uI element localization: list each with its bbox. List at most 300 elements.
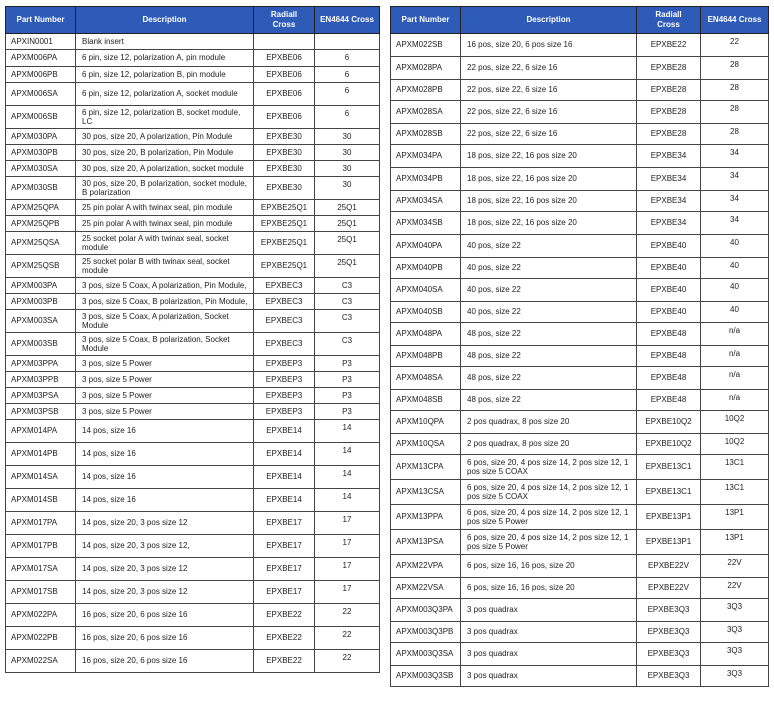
en4644-cross-cell: 3Q3 xyxy=(701,599,769,622)
description-cell: 2 pos quadrax, 8 pos size 20 xyxy=(461,411,637,434)
description-cell: 18 pos, size 22, 16 pos size 20 xyxy=(461,145,637,168)
en4644-cross-cell: P3 xyxy=(315,404,380,420)
table-row xyxy=(6,581,380,604)
part-number-cell: APXM014SA xyxy=(6,466,76,489)
description-cell: 3 pos, size 5 Coax, B polarization, Socket Module xyxy=(76,333,254,356)
en4644-cross-cell: 17 xyxy=(315,581,380,604)
description-cell: 16 pos, size 20, 6 pos size 16 xyxy=(461,34,637,57)
table-row xyxy=(6,294,380,310)
description-cell: 48 pos, size 22 xyxy=(461,367,637,390)
table-row xyxy=(391,279,769,302)
en4644-cross-cell: 14 xyxy=(315,489,380,512)
table-row xyxy=(391,599,769,622)
table-row xyxy=(6,356,380,372)
radiall-cross-cell: EPXBEP3 xyxy=(254,388,315,404)
en4644-cross-cell: 13C1 xyxy=(701,480,769,505)
en4644-cross-cell: 22 xyxy=(315,627,380,650)
radiall-cross-cell: EPXBE13C1 xyxy=(637,455,701,480)
en4644-cross-cell: P3 xyxy=(315,388,380,404)
part-number-cell: APXM014SB xyxy=(6,489,76,512)
description-cell: 6 pin, size 12, polarization A, pin module xyxy=(76,50,254,67)
en4644-cross-cell: 28 xyxy=(701,101,769,124)
en4644-cross-cell: 14 xyxy=(315,466,380,489)
table-row xyxy=(391,666,769,687)
radiall-cross-cell: EPXBE06 xyxy=(254,67,315,83)
radiall-cross-cell: EPXBE06 xyxy=(254,83,315,106)
radiall-cross-cell: EPXBE34 xyxy=(637,145,701,168)
table-row xyxy=(391,258,769,279)
radiall-cross-cell: EPXBEC3 xyxy=(254,310,315,333)
description-cell: 14 pos, size 20, 3 pos size 12 xyxy=(76,558,254,581)
part-number-cell: APXM034SB xyxy=(391,212,461,235)
radiall-cross-cell: EPXBE17 xyxy=(254,535,315,558)
en4644-cross-cell: n/a xyxy=(701,367,769,390)
part-number-cell: APXM022PA xyxy=(6,604,76,627)
part-number-cell: APXM03PPA xyxy=(6,356,76,372)
part-number-cell: APXM028SA xyxy=(391,101,461,124)
table-row xyxy=(6,129,380,145)
description-cell: 40 pos, size 22 xyxy=(461,279,637,302)
radiall-cross-cell: EPXBE14 xyxy=(254,489,315,512)
radiall-cross-cell: EPXBE22V xyxy=(637,555,701,578)
table-row xyxy=(391,212,769,235)
en4644-cross-cell: 34 xyxy=(701,212,769,235)
en4644-cross-cell: 34 xyxy=(701,191,769,212)
table-row xyxy=(6,489,380,512)
table-row xyxy=(6,200,380,216)
description-cell: 6 pin, size 12, polarization A, socket module xyxy=(76,83,254,106)
header-radiall-cross: Radiall Cross xyxy=(254,7,315,34)
radiall-cross-cell: EPXBE34 xyxy=(637,168,701,191)
part-number-cell: APXM003SB xyxy=(6,333,76,356)
en4644-cross-cell: 10Q2 xyxy=(701,411,769,434)
en4644-cross-cell: 22V xyxy=(701,578,769,599)
description-cell: 40 pos, size 22 xyxy=(461,235,637,258)
description-cell: 14 pos, size 20, 3 pos size 12 xyxy=(76,512,254,535)
table-row xyxy=(6,420,380,443)
table-row xyxy=(6,34,380,50)
en4644-cross-cell: 6 xyxy=(315,50,380,67)
radiall-cross-cell: EPXBE14 xyxy=(254,443,315,466)
description-cell: 3 pos, size 5 Power xyxy=(76,372,254,388)
part-number-cell: APXM028PA xyxy=(391,57,461,80)
description-cell: 6 pos, size 20, 4 pos size 14, 2 pos size 12, 1 pos size 5 Power xyxy=(461,530,637,555)
en4644-cross-cell: n/a xyxy=(701,346,769,367)
en4644-cross-cell: 28 xyxy=(701,124,769,145)
table-row xyxy=(391,323,769,346)
description-cell: 3 pos, size 5 Coax, B polarization, Pin Module, xyxy=(76,294,254,310)
part-number-cell: APXM003Q3SB xyxy=(391,666,461,687)
part-number-cell: APXM006PB xyxy=(6,67,76,83)
radiall-cross-cell: EPXBE22 xyxy=(637,34,701,57)
table-row xyxy=(6,558,380,581)
part-number-cell: APXM03PPB xyxy=(6,372,76,388)
part-number-cell: APXM040SA xyxy=(391,279,461,302)
en4644-cross-cell: 6 xyxy=(315,67,380,83)
radiall-cross-cell: EPXBE25Q1 xyxy=(254,216,315,232)
radiall-cross-cell: EPXBE13P1 xyxy=(637,530,701,555)
radiall-cross-cell: EPXBEP3 xyxy=(254,404,315,420)
part-number-cell: APXM25QSB xyxy=(6,255,76,278)
table-row xyxy=(391,578,769,599)
table-row xyxy=(6,216,380,232)
description-cell: 16 pos, size 20, 6 pos size 16 xyxy=(76,650,254,673)
part-number-cell: APXM006SA xyxy=(6,83,76,106)
radiall-cross-cell: EPXBE48 xyxy=(637,390,701,411)
left-parts-table xyxy=(5,6,380,673)
description-cell: 3 pos quadrax xyxy=(461,666,637,687)
part-number-cell: APXM13CSA xyxy=(391,480,461,505)
en4644-cross-cell: C3 xyxy=(315,310,380,333)
radiall-cross-cell: EPXBE48 xyxy=(637,346,701,367)
table-row xyxy=(391,124,769,145)
radiall-cross-cell: EPXBE34 xyxy=(637,212,701,235)
en4644-cross-cell: 3Q3 xyxy=(701,643,769,666)
table-row xyxy=(391,34,769,57)
part-number-cell: APXM003Q3PB xyxy=(391,622,461,643)
header-radiall-cross: Radiall Cross xyxy=(637,7,701,34)
en4644-cross-cell: 17 xyxy=(315,558,380,581)
table-row xyxy=(6,333,380,356)
part-number-cell: APXM022SA xyxy=(6,650,76,673)
description-cell: 6 pos, size 20, 4 pos size 14, 2 pos size 12, 1 pos size 5 Power xyxy=(461,505,637,530)
radiall-cross-cell: EPXBE3Q3 xyxy=(637,599,701,622)
description-cell: 16 pos, size 20, 6 pos size 16 xyxy=(76,604,254,627)
description-cell: 14 pos, size 16 xyxy=(76,420,254,443)
description-cell: 30 pos, size 20, A polarization, Pin Module xyxy=(76,129,254,145)
description-cell: 22 pos, size 22, 6 size 16 xyxy=(461,124,637,145)
table-row xyxy=(6,161,380,177)
part-number-cell: APXM13PSA xyxy=(391,530,461,555)
table-row xyxy=(391,555,769,578)
en4644-cross-cell: n/a xyxy=(701,323,769,346)
description-cell: Blank insert xyxy=(76,34,254,50)
part-number-cell: APXM006PA xyxy=(6,50,76,67)
table-row xyxy=(6,67,380,83)
en4644-cross-cell: P3 xyxy=(315,356,380,372)
description-cell: 48 pos, size 22 xyxy=(461,390,637,411)
radiall-cross-cell: EPXBE25Q1 xyxy=(254,255,315,278)
table-row xyxy=(6,255,380,278)
table-header-row xyxy=(6,7,380,34)
description-cell: 18 pos, size 22, 16 pos size 20 xyxy=(461,191,637,212)
en4644-cross-cell: P3 xyxy=(315,372,380,388)
table-row xyxy=(391,235,769,258)
part-number-cell: APXM003SA xyxy=(6,310,76,333)
en4644-cross-cell: 30 xyxy=(315,129,380,145)
header-part-number: Part Number xyxy=(6,7,76,34)
table-row xyxy=(6,50,380,67)
part-number-cell: APXM017SA xyxy=(6,558,76,581)
en4644-cross-cell: n/a xyxy=(701,390,769,411)
table-row xyxy=(391,302,769,323)
en4644-cross-cell: 40 xyxy=(701,279,769,302)
radiall-cross-cell: EPXBE30 xyxy=(254,161,315,177)
description-cell: 18 pos, size 22, 16 pos size 20 xyxy=(461,212,637,235)
description-cell: 18 pos, size 22, 16 pos size 20 xyxy=(461,168,637,191)
radiall-cross-cell: EPXBE22V xyxy=(637,578,701,599)
radiall-cross-cell: EPXBE28 xyxy=(637,80,701,101)
part-number-cell: APXM017PB xyxy=(6,535,76,558)
table-row xyxy=(391,411,769,434)
description-cell: 6 pos, size 16, 16 pos, size 20 xyxy=(461,578,637,599)
description-cell: 3 pos, size 5 Power xyxy=(76,388,254,404)
part-number-cell: APXM014PB xyxy=(6,443,76,466)
table-row xyxy=(6,177,380,200)
radiall-cross-cell: EPXBE13C1 xyxy=(637,480,701,505)
radiall-cross-cell: EPXBE25Q1 xyxy=(254,200,315,216)
part-number-cell: APXM034SA xyxy=(391,191,461,212)
radiall-cross-cell: EPXBE40 xyxy=(637,279,701,302)
part-number-cell: APXM028PB xyxy=(391,80,461,101)
radiall-cross-cell: EPXBE34 xyxy=(637,191,701,212)
table-row xyxy=(6,650,380,673)
radiall-cross-cell: EPXBE3Q3 xyxy=(637,666,701,687)
part-number-cell: APXM048PA xyxy=(391,323,461,346)
radiall-cross-cell: EPXBE06 xyxy=(254,106,315,129)
en4644-cross-cell: 10Q2 xyxy=(701,434,769,455)
en4644-cross-cell: 14 xyxy=(315,443,380,466)
table-row xyxy=(6,604,380,627)
description-cell: 3 pos quadrax xyxy=(461,622,637,643)
description-cell: 40 pos, size 22 xyxy=(461,302,637,323)
part-number-cell: APXM017SB xyxy=(6,581,76,604)
part-number-cell: APXM030PB xyxy=(6,145,76,161)
table-row xyxy=(391,505,769,530)
en4644-cross-cell: 34 xyxy=(701,168,769,191)
radiall-cross-cell: EPXBE28 xyxy=(637,57,701,80)
radiall-cross-cell: EPXBE40 xyxy=(637,302,701,323)
part-number-cell: APXM25QPB xyxy=(6,216,76,232)
en4644-cross-cell: 6 xyxy=(315,83,380,106)
right-parts-table xyxy=(390,6,769,687)
en4644-cross-cell: 13C1 xyxy=(701,455,769,480)
table-header-row xyxy=(391,7,769,34)
header-en4644-cross: EN4644 Cross xyxy=(315,7,380,34)
part-number-cell: APXM030SB xyxy=(6,177,76,200)
header-description: Description xyxy=(76,7,254,34)
description-cell: 6 pos, size 16, 16 pos, size 20 xyxy=(461,555,637,578)
description-cell: 22 pos, size 22, 6 size 16 xyxy=(461,80,637,101)
en4644-cross-cell: C3 xyxy=(315,333,380,356)
radiall-cross-cell: EPXBEC3 xyxy=(254,294,315,310)
table-row xyxy=(391,346,769,367)
table-row xyxy=(6,83,380,106)
table-row xyxy=(391,480,769,505)
part-number-cell: APXM040PB xyxy=(391,258,461,279)
description-cell: 16 pos, size 20, 6 pos size 16 xyxy=(76,627,254,650)
part-number-cell: APXM048SA xyxy=(391,367,461,390)
en4644-cross-cell: 25Q1 xyxy=(315,255,380,278)
en4644-cross-cell: 22 xyxy=(315,650,380,673)
table-row xyxy=(391,622,769,643)
description-cell: 22 pos, size 22, 6 size 16 xyxy=(461,57,637,80)
en4644-cross-cell: 3Q3 xyxy=(701,622,769,643)
radiall-cross-cell: EPXBEC3 xyxy=(254,333,315,356)
radiall-cross-cell: EPXBE28 xyxy=(637,101,701,124)
part-number-cell: APXM25QSA xyxy=(6,232,76,255)
description-cell: 30 pos, size 20, A polarization, socket module xyxy=(76,161,254,177)
en4644-cross-cell: 6 xyxy=(315,106,380,129)
description-cell: 48 pos, size 22 xyxy=(461,323,637,346)
part-number-cell: APXM10QSA xyxy=(391,434,461,455)
table-row xyxy=(6,404,380,420)
radiall-cross-cell: EPXBE28 xyxy=(637,124,701,145)
part-number-cell: APXM22VSA xyxy=(391,578,461,599)
part-number-cell: APXM003Q3SA xyxy=(391,643,461,666)
description-cell: 14 pos, size 20, 3 pos size 12, xyxy=(76,535,254,558)
radiall-cross-cell: EPXBE10Q2 xyxy=(637,434,701,455)
table-row xyxy=(6,106,380,129)
table-row xyxy=(6,627,380,650)
radiall-cross-cell: EPXBE30 xyxy=(254,177,315,200)
description-cell: 3 pos, size 5 Power xyxy=(76,356,254,372)
part-number-cell: APXM003PA xyxy=(6,278,76,294)
radiall-cross-cell: EPXBEP3 xyxy=(254,356,315,372)
part-number-cell: APXM25QPA xyxy=(6,200,76,216)
en4644-cross-cell xyxy=(315,34,380,50)
table-row xyxy=(6,372,380,388)
part-number-cell: APXM03PSA xyxy=(6,388,76,404)
description-cell: 3 pos, size 5 Coax, A polarization, Socket Module xyxy=(76,310,254,333)
description-cell: 14 pos, size 16 xyxy=(76,489,254,512)
en4644-cross-cell: 22 xyxy=(315,604,380,627)
part-number-cell: APXM040SB xyxy=(391,302,461,323)
description-cell: 30 pos, size 20, B polarization, socket module, B polarization xyxy=(76,177,254,200)
en4644-cross-cell: 25Q1 xyxy=(315,200,380,216)
radiall-cross-cell: EPXBE40 xyxy=(637,235,701,258)
part-number-cell: APXM028SB xyxy=(391,124,461,145)
radiall-cross-cell: EPXBE25Q1 xyxy=(254,232,315,255)
table-row xyxy=(6,466,380,489)
en4644-cross-cell: 40 xyxy=(701,235,769,258)
table-row xyxy=(391,434,769,455)
radiall-cross-cell: EPXBE14 xyxy=(254,466,315,489)
header-part-number: Part Number xyxy=(391,7,461,34)
description-cell: 14 pos, size 16 xyxy=(76,466,254,489)
table-row xyxy=(391,145,769,168)
table-row xyxy=(391,643,769,666)
table-row xyxy=(391,101,769,124)
table-row xyxy=(6,535,380,558)
part-number-cell: APXM017PA xyxy=(6,512,76,535)
radiall-cross-cell: EPXBE17 xyxy=(254,581,315,604)
description-cell: 40 pos, size 22 xyxy=(461,258,637,279)
description-cell: 14 pos, size 20, 3 pos size 12 xyxy=(76,581,254,604)
description-cell: 48 pos, size 22 xyxy=(461,346,637,367)
en4644-cross-cell: 28 xyxy=(701,80,769,101)
en4644-cross-cell: 30 xyxy=(315,145,380,161)
table-row xyxy=(391,57,769,80)
radiall-cross-cell: EPXBE14 xyxy=(254,420,315,443)
radiall-cross-cell: EPXBE40 xyxy=(637,258,701,279)
description-cell: 30 pos, size 20, B polarization, Pin Module xyxy=(76,145,254,161)
table-row xyxy=(391,191,769,212)
en4644-cross-cell: C3 xyxy=(315,278,380,294)
description-cell: 14 pos, size 16 xyxy=(76,443,254,466)
en4644-cross-cell: 13P1 xyxy=(701,505,769,530)
part-number-cell: APXM003Q3PA xyxy=(391,599,461,622)
table-row xyxy=(6,145,380,161)
description-cell: 25 pin polar A with twinax seal, pin module xyxy=(76,216,254,232)
en4644-cross-cell: 30 xyxy=(315,177,380,200)
header-description: Description xyxy=(461,7,637,34)
header-en4644-cross: EN4644 Cross xyxy=(701,7,769,34)
en4644-cross-cell: 14 xyxy=(315,420,380,443)
part-number-cell: APXIN0001 xyxy=(6,34,76,50)
part-number-cell: APXM22VPA xyxy=(391,555,461,578)
en4644-cross-cell: 30 xyxy=(315,161,380,177)
radiall-cross-cell: EPXBE3Q3 xyxy=(637,643,701,666)
table-row xyxy=(391,455,769,480)
description-cell: 3 pos, size 5 Coax, A polarization, Pin Module, xyxy=(76,278,254,294)
radiall-cross-cell: EPXBE13P1 xyxy=(637,505,701,530)
description-cell: 6 pin, size 12, polarization B, pin module xyxy=(76,67,254,83)
radiall-cross-cell: EPXBE22 xyxy=(254,627,315,650)
table-row xyxy=(391,530,769,555)
radiall-cross-cell: EPXBE17 xyxy=(254,558,315,581)
table-row xyxy=(6,388,380,404)
description-cell: 6 pin, size 12, polarization B, socket module, LC xyxy=(76,106,254,129)
part-number-cell: APXM034PA xyxy=(391,145,461,168)
en4644-cross-cell: 40 xyxy=(701,258,769,279)
part-number-cell: APXM034PB xyxy=(391,168,461,191)
part-number-cell: APXM10QPA xyxy=(391,411,461,434)
radiall-cross-cell xyxy=(254,34,315,50)
part-number-cell: APXM030PA xyxy=(6,129,76,145)
part-number-cell: APXM03PSB xyxy=(6,404,76,420)
description-cell: 25 pin polar A with twinax seal, pin module xyxy=(76,200,254,216)
en4644-cross-cell: 25Q1 xyxy=(315,232,380,255)
en4644-cross-cell: 17 xyxy=(315,535,380,558)
radiall-cross-cell: EPXBE48 xyxy=(637,323,701,346)
table-row xyxy=(391,80,769,101)
description-cell: 3 pos quadrax xyxy=(461,599,637,622)
part-number-cell: APXM040PA xyxy=(391,235,461,258)
table-row xyxy=(6,278,380,294)
part-number-cell: APXM030SA xyxy=(6,161,76,177)
table-row xyxy=(6,512,380,535)
part-number-cell: APXM006SB xyxy=(6,106,76,129)
part-number-cell: APXM048PB xyxy=(391,346,461,367)
en4644-cross-cell: 13P1 xyxy=(701,530,769,555)
en4644-cross-cell: 28 xyxy=(701,57,769,80)
en4644-cross-cell: 22V xyxy=(701,555,769,578)
radiall-cross-cell: EPXBE30 xyxy=(254,129,315,145)
description-cell: 25 socket polar A with twinax seal, socket module xyxy=(76,232,254,255)
radiall-cross-cell: EPXBE10Q2 xyxy=(637,411,701,434)
table-row xyxy=(6,443,380,466)
table-row xyxy=(391,367,769,390)
table-row xyxy=(391,390,769,411)
description-cell: 6 pos, size 20, 4 pos size 14, 2 pos size 12, 1 pos size 5 COAX xyxy=(461,480,637,505)
en4644-cross-cell: 40 xyxy=(701,302,769,323)
en4644-cross-cell: 3Q3 xyxy=(701,666,769,687)
en4644-cross-cell: 17 xyxy=(315,512,380,535)
radiall-cross-cell: EPXBE3Q3 xyxy=(637,622,701,643)
part-number-cell: APXM003PB xyxy=(6,294,76,310)
en4644-cross-cell: 34 xyxy=(701,145,769,168)
description-cell: 2 pos quadrax, 8 pos size 20 xyxy=(461,434,637,455)
table-row xyxy=(6,310,380,333)
radiall-cross-cell: EPXBE22 xyxy=(254,604,315,627)
radiall-cross-cell: EPXBE48 xyxy=(637,367,701,390)
part-number-cell: APXM014PA xyxy=(6,420,76,443)
description-cell: 6 pos, size 20, 4 pos size 14, 2 pos size 12, 1 pos size 5 COAX xyxy=(461,455,637,480)
table-row xyxy=(6,232,380,255)
radiall-cross-cell: EPXBE17 xyxy=(254,512,315,535)
radiall-cross-cell: EPXBE06 xyxy=(254,50,315,67)
